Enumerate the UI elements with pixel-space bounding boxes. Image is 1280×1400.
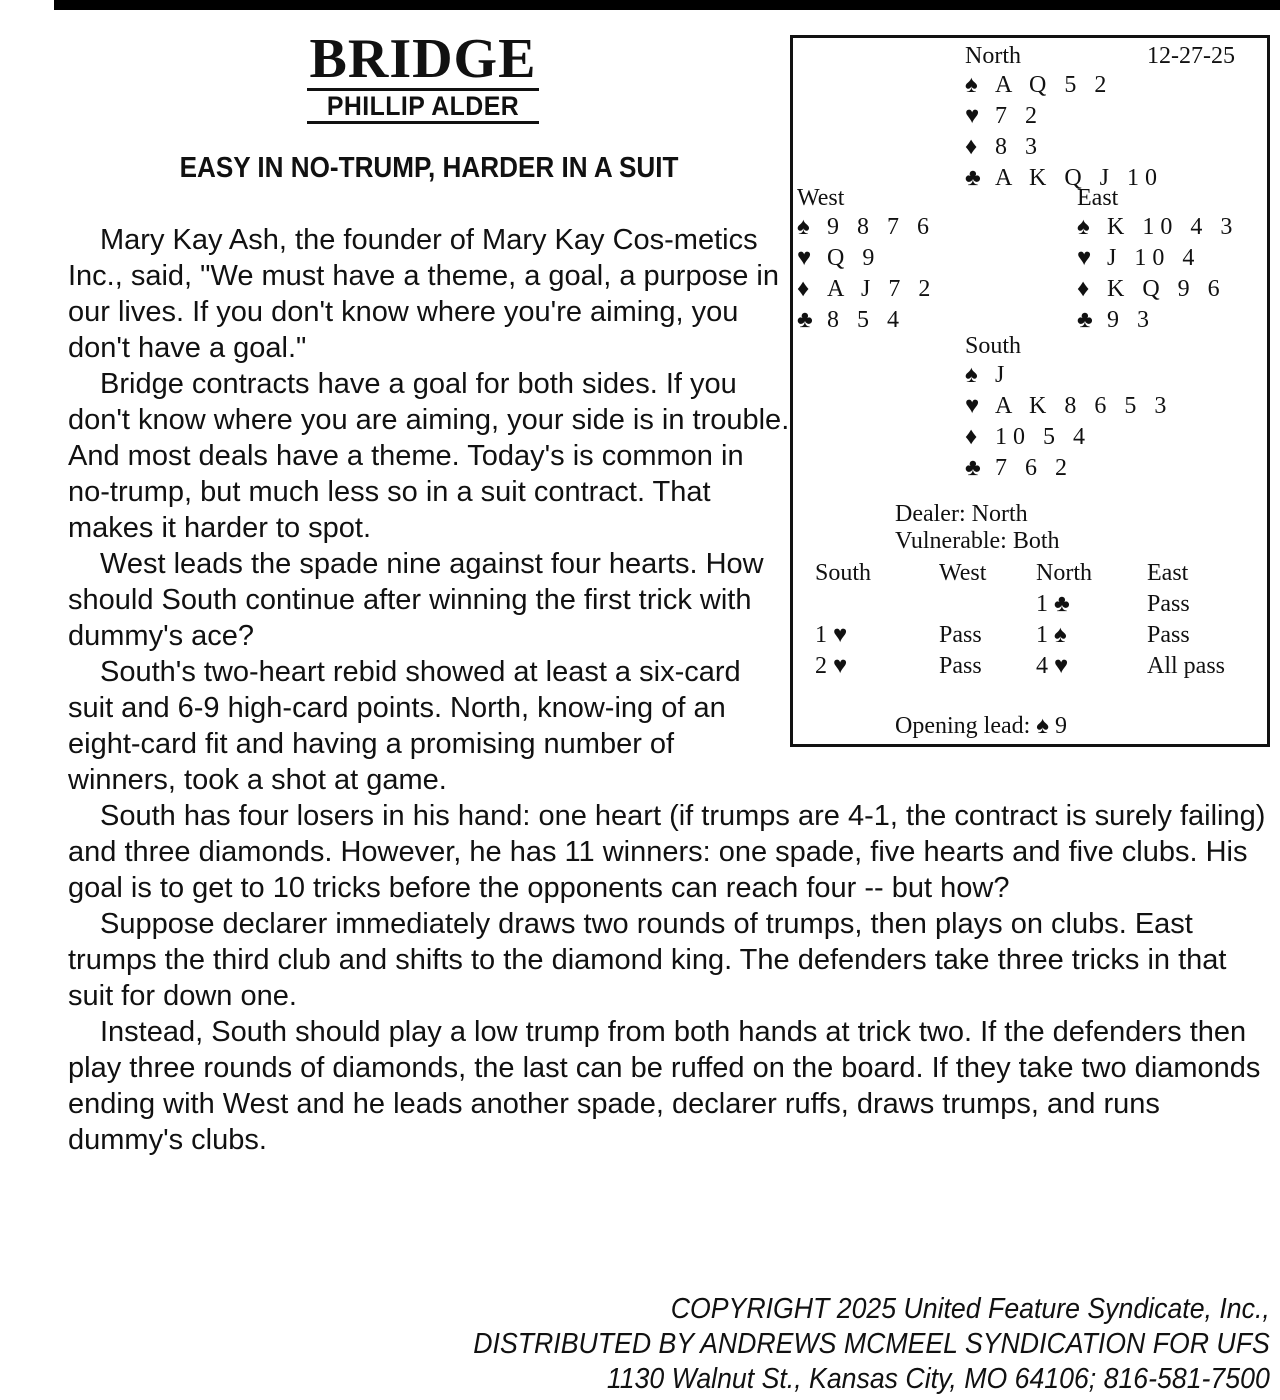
south-clubs: ♣ 7 6 2: [965, 453, 1172, 484]
spade-icon: ♠: [965, 72, 978, 98]
auction-header: East: [1147, 560, 1189, 586]
article-body-narrow: [68, 222, 790, 798]
auction-bid: 1 ♠: [1036, 622, 1067, 648]
auction-bid: Pass: [1147, 591, 1190, 617]
diamond-icon: ♦: [965, 134, 978, 160]
paragraph: Bridge contracts have a goal for both sides. If you don't know where you are aiming, your side is in trouble. And most deals have a theme. Today's is common in no-trump, but much less so in a suit contract. That makes it harder to spot.: [68, 368, 790, 544]
address-line: 1130 Walnut St., Kansas City, MO 64106; 816-581-7500: [607, 1363, 1270, 1395]
south-hand: [965, 332, 1172, 484]
south-diamonds: ♦ 10 5 4: [965, 422, 1172, 453]
masthead: [268, 30, 578, 124]
auction-header: North: [1036, 560, 1092, 586]
club-icon: ♣: [797, 307, 813, 333]
headline: EASY IN NO-TRUMP, HARDER IN A SUIT: [179, 152, 679, 184]
paragraph: Suppose declarer immediately draws two rounds of trumps, then plays on clubs. East trumps the third club and shifts to the diamond king. The defenders take three tricks in that suit for down one.: [68, 908, 1227, 1012]
author-underline: [307, 121, 539, 124]
auction-bid: 1 ♥: [815, 622, 848, 648]
south-hearts: ♥ A K 8 6 5 3: [965, 391, 1172, 422]
column-title: BRIDGE: [309, 28, 537, 90]
south-label: South: [965, 333, 1022, 359]
club-icon: ♣: [965, 455, 981, 481]
author-name: PHILLIP ALDER: [326, 91, 520, 121]
auction-bid: Pass: [1147, 622, 1190, 648]
west-spades: ♠ 9 8 7 6: [797, 212, 936, 243]
diamond-icon: ♦: [1077, 276, 1090, 302]
heart-icon: ♥: [965, 103, 980, 129]
east-hand: [1077, 184, 1238, 336]
paragraph: Mary Kay Ash, the founder of Mary Kay Cos-metics Inc., said, "We must have a theme, a goal, a purpose in our lives. If you don't know where you're aiming, you don't have a goal.": [68, 224, 779, 364]
north-label: North: [965, 43, 1021, 69]
east-hearts: ♥ J 10 4: [1077, 243, 1238, 274]
auction-header: South: [815, 560, 872, 586]
north-diamonds: ♦ 8 3: [965, 132, 1163, 163]
east-label: East: [1077, 185, 1119, 211]
east-diamonds: ♦ K Q 9 6: [1077, 274, 1238, 305]
spade-icon: ♠: [965, 362, 978, 388]
south-spades: ♠ J: [965, 360, 1172, 391]
opening-lead: Opening lead: ♠ 9: [895, 713, 1068, 739]
paragraph: Instead, South should play a low trump from both hands at trick two. If the defenders then play three rounds of diamonds, the last can be ruffed on the board. If they take two diamonds ending with West and he leads another spade, declarer ruffs, draws trumps, and runs dummy's clubs.: [68, 1016, 1261, 1156]
north-hearts: ♥ 7 2: [965, 101, 1163, 132]
auction-bid: 2 ♥: [815, 653, 848, 679]
copyright-footer: [473, 1292, 1270, 1397]
west-hearts: ♥ Q 9: [797, 243, 936, 274]
top-rule: [54, 0, 1280, 10]
vulnerability: Vulnerable: Both: [895, 528, 1060, 554]
distribution-line: DISTRIBUTED BY ANDREWS MCMEEL SYNDICATION FOR UFS: [473, 1328, 1270, 1360]
spade-icon: ♠: [797, 214, 810, 240]
east-clubs: ♣ 9 3: [1077, 305, 1238, 336]
auction-header: West: [939, 560, 987, 586]
article-body-wide: [68, 798, 1268, 1158]
spade-icon: ♠: [1077, 214, 1090, 240]
north-hand: [965, 42, 1163, 194]
dealer: Dealer: North: [895, 501, 1028, 527]
deal-diagram: [790, 35, 1270, 747]
north-clubs: ♣ A K Q J 10: [965, 163, 1163, 194]
heart-icon: ♥: [797, 245, 812, 271]
paragraph: South's two-heart rebid showed at least a six-card suit and 6-9 high-card points. North, know-ing of an eight-card fit and having a promising number of winners, took a shot at game.: [68, 656, 741, 796]
copyright-line: COPYRIGHT 2025 United Feature Syndicate, Inc.,: [670, 1293, 1270, 1325]
auction-bid: Pass: [939, 653, 982, 679]
auction-bid: 1 ♣: [1036, 591, 1070, 617]
west-clubs: ♣ 8 5 4: [797, 305, 936, 336]
club-icon: ♣: [1077, 307, 1093, 333]
paragraph: South has four losers in his hand: one heart (if trumps are 4-1, the contract is surely failing) and three diamonds. However, he has 11 winners: one spade, five hearts and five clubs. His goal is to get to 10 tricks before the opponents can reach four -- but how?: [68, 800, 1266, 904]
deal-date: 12-27-25: [1147, 43, 1235, 69]
club-icon: ♣: [965, 165, 981, 191]
west-diamonds: ♦ A J 7 2: [797, 274, 936, 305]
east-spades: ♠ K 10 4 3: [1077, 212, 1238, 243]
auction-bid: Pass: [939, 622, 982, 648]
north-spades: ♠ A Q 5 2: [965, 70, 1163, 101]
heart-icon: ♥: [1077, 245, 1092, 271]
west-hand: [797, 184, 936, 336]
auction-bid: All pass: [1147, 653, 1225, 679]
heart-icon: ♥: [965, 393, 980, 419]
west-label: West: [797, 185, 845, 211]
diamond-icon: ♦: [965, 424, 978, 450]
diamond-icon: ♦: [797, 276, 810, 302]
auction-bid: 4 ♥: [1036, 653, 1069, 679]
paragraph: West leads the spade nine against four hearts. How should South continue after winning the first trick with dummy's ace?: [68, 548, 764, 652]
